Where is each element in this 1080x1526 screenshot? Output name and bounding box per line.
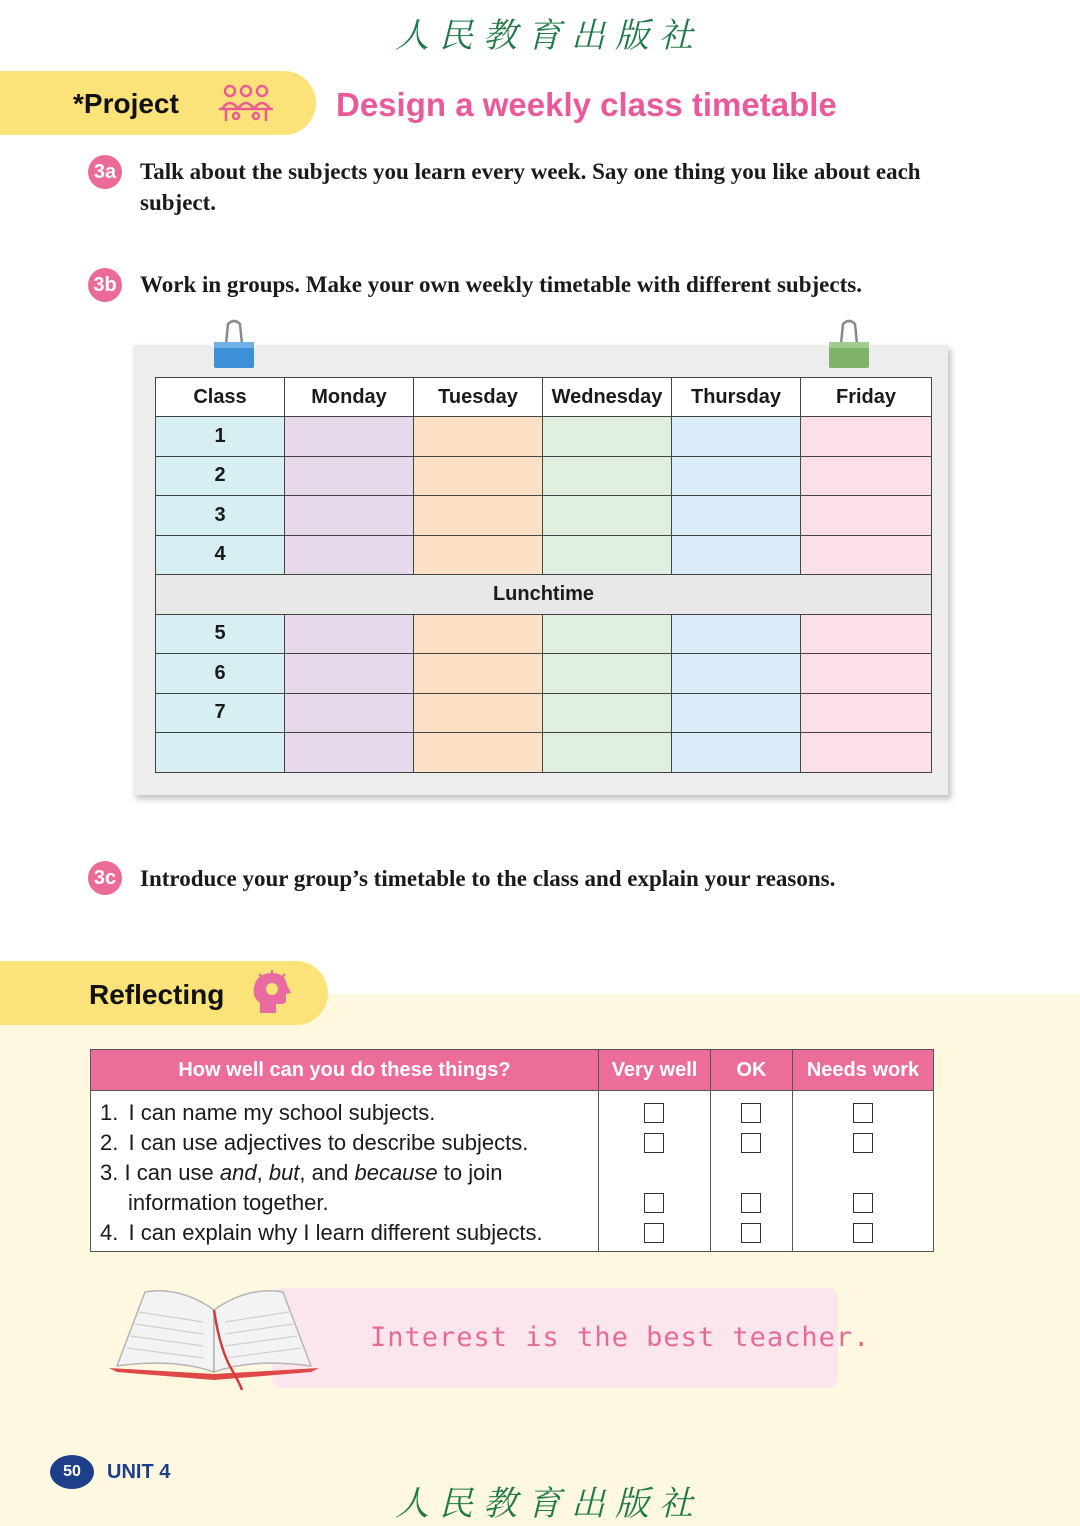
class-number	[156, 733, 285, 773]
list-item	[100, 1158, 502, 1188]
timetable-cell[interactable]	[801, 733, 932, 773]
timetable-cell[interactable]	[285, 496, 414, 536]
checkbox[interactable]	[644, 1133, 664, 1153]
project-title: Design a weekly class timetable	[336, 86, 837, 123]
checkbox[interactable]	[853, 1223, 873, 1243]
table-row	[156, 417, 932, 457]
item-number: 3.	[100, 1160, 119, 1185]
publisher-mark-top: 人民教育出版社	[395, 16, 703, 56]
timetable-cell[interactable]	[672, 693, 801, 733]
header-tuesday: Tuesday	[414, 378, 543, 417]
checkbox[interactable]	[644, 1193, 664, 1213]
item-emphasis: but	[268, 1160, 300, 1185]
timetable-cell[interactable]	[414, 614, 543, 654]
timetable-cell[interactable]	[672, 417, 801, 457]
reflecting-items	[91, 1091, 599, 1252]
activity-badge-3b: 3b	[88, 268, 122, 302]
item-number: 4.	[100, 1220, 119, 1245]
timetable-cell[interactable]	[543, 456, 672, 496]
reflecting-body-row	[91, 1091, 934, 1252]
timetable-cell[interactable]	[543, 693, 672, 733]
table-row	[156, 456, 932, 496]
thinking-head-icon	[250, 969, 294, 1019]
very-well-column	[599, 1091, 711, 1252]
timetable-cell[interactable]	[672, 654, 801, 694]
timetable-cell[interactable]	[543, 496, 672, 536]
timetable-cell[interactable]	[543, 614, 672, 654]
activity-badge-3c: 3c	[88, 861, 122, 895]
reflecting-header-row	[91, 1050, 934, 1091]
header-thursday: Thursday	[672, 378, 801, 417]
checkbox[interactable]	[741, 1103, 761, 1123]
item-text: I can use adjectives to describe subjects.	[128, 1130, 529, 1155]
project-label: *Project	[73, 88, 179, 119]
table-row	[156, 654, 932, 694]
lunchtime-label: Lunchtime	[156, 575, 932, 615]
activity-3c-text: Introduce your group’s timetable to the class and explain your reasons.	[140, 866, 836, 891]
group-people-icon	[216, 83, 276, 125]
list-item	[100, 1218, 543, 1248]
reflecting-table	[90, 1049, 934, 1252]
timetable	[155, 377, 932, 773]
table-row	[156, 733, 932, 773]
list-item	[100, 1128, 528, 1158]
class-number: 4	[156, 535, 285, 575]
list-item	[100, 1098, 435, 1128]
reflecting-banner	[0, 961, 328, 1025]
timetable-cell[interactable]	[285, 614, 414, 654]
timetable-cell[interactable]	[414, 496, 543, 536]
timetable-cell[interactable]	[285, 535, 414, 575]
timetable-cell[interactable]	[543, 733, 672, 773]
quote-text: Interest is the best teacher.	[370, 1322, 871, 1353]
open-book-icon	[105, 1282, 323, 1394]
header-monday: Monday	[285, 378, 414, 417]
checkbox[interactable]	[741, 1133, 761, 1153]
checkbox[interactable]	[853, 1103, 873, 1123]
timetable-cell[interactable]	[801, 654, 932, 694]
timetable-cell[interactable]	[414, 456, 543, 496]
unit-label: UNIT 4	[107, 1461, 171, 1483]
timetable-cell[interactable]	[672, 535, 801, 575]
class-number: 3	[156, 496, 285, 536]
timetable-cell[interactable]	[285, 654, 414, 694]
item-number: 1.	[100, 1100, 119, 1125]
checkbox[interactable]	[741, 1193, 761, 1213]
timetable-cell[interactable]	[801, 693, 932, 733]
timetable-cell[interactable]	[801, 614, 932, 654]
timetable-cell[interactable]	[414, 693, 543, 733]
item-text: , and	[299, 1160, 355, 1185]
class-number: 1	[156, 417, 285, 457]
header-very-well: Very well	[599, 1050, 711, 1091]
item-text: ,	[256, 1160, 269, 1185]
page-number: 50	[50, 1455, 94, 1489]
header-needs-work: Needs work	[793, 1050, 934, 1091]
table-row	[156, 535, 932, 575]
timetable-cell[interactable]	[801, 496, 932, 536]
ok-column	[711, 1091, 793, 1252]
binder-clip-icon	[210, 318, 258, 370]
timetable-cell[interactable]	[543, 654, 672, 694]
timetable-cell[interactable]	[801, 417, 932, 457]
timetable-cell[interactable]	[414, 654, 543, 694]
timetable-header-row	[156, 378, 932, 417]
header-friday: Friday	[801, 378, 932, 417]
activity-3b-text: Work in groups. Make your own weekly timetable with different subjects.	[140, 272, 862, 297]
timetable-cell[interactable]	[543, 535, 672, 575]
timetable-cell[interactable]	[285, 693, 414, 733]
checkbox[interactable]	[853, 1133, 873, 1153]
item-continuation: information together.	[128, 1190, 329, 1215]
timetable-cell[interactable]	[801, 456, 932, 496]
header-wednesday: Wednesday	[543, 378, 672, 417]
item-emphasis: because	[354, 1160, 438, 1185]
timetable-cell[interactable]	[672, 496, 801, 536]
timetable-cell[interactable]	[414, 733, 543, 773]
timetable-cell[interactable]	[285, 456, 414, 496]
checkbox[interactable]	[644, 1223, 664, 1243]
lunch-row	[156, 575, 932, 615]
reflecting-label: Reflecting	[89, 979, 225, 1010]
project-banner	[0, 71, 316, 135]
publisher-mark-bottom: 人民教育出版社	[395, 1484, 703, 1524]
activity-badge-3a: 3a	[88, 155, 122, 189]
binder-clip-icon	[825, 318, 873, 370]
item-text: I can name my school subjects.	[128, 1100, 436, 1125]
class-number: 2	[156, 456, 285, 496]
table-row	[156, 496, 932, 536]
item-number: 2.	[100, 1130, 119, 1155]
timetable-cell[interactable]	[672, 733, 801, 773]
timetable-cell[interactable]	[285, 417, 414, 457]
checkbox[interactable]	[644, 1103, 664, 1123]
item-text: I can explain why I learn different subjects.	[128, 1220, 543, 1245]
checkbox[interactable]	[853, 1193, 873, 1213]
item-text: to join	[437, 1160, 503, 1185]
item-text: I can use	[124, 1160, 220, 1185]
class-number: 6	[156, 654, 285, 694]
activity-3a-text: Talk about the subjects you learn every week. Say one thing you like about each subject.	[140, 159, 921, 215]
timetable-cell[interactable]	[285, 733, 414, 773]
class-number: 5	[156, 614, 285, 654]
item-emphasis: and	[219, 1160, 257, 1185]
table-row	[156, 693, 932, 733]
header-question: How well can you do these things?	[91, 1050, 599, 1091]
timetable-cell[interactable]	[414, 417, 543, 457]
class-number: 7	[156, 693, 285, 733]
timetable-cell[interactable]	[414, 535, 543, 575]
table-row	[156, 614, 932, 654]
timetable-cell[interactable]	[801, 535, 932, 575]
timetable-cell[interactable]	[672, 456, 801, 496]
timetable-cell[interactable]	[543, 417, 672, 457]
timetable-cell[interactable]	[672, 614, 801, 654]
header-class: Class	[156, 378, 285, 417]
needs-work-column	[793, 1091, 934, 1252]
checkbox[interactable]	[741, 1223, 761, 1243]
header-ok: OK	[711, 1050, 793, 1091]
